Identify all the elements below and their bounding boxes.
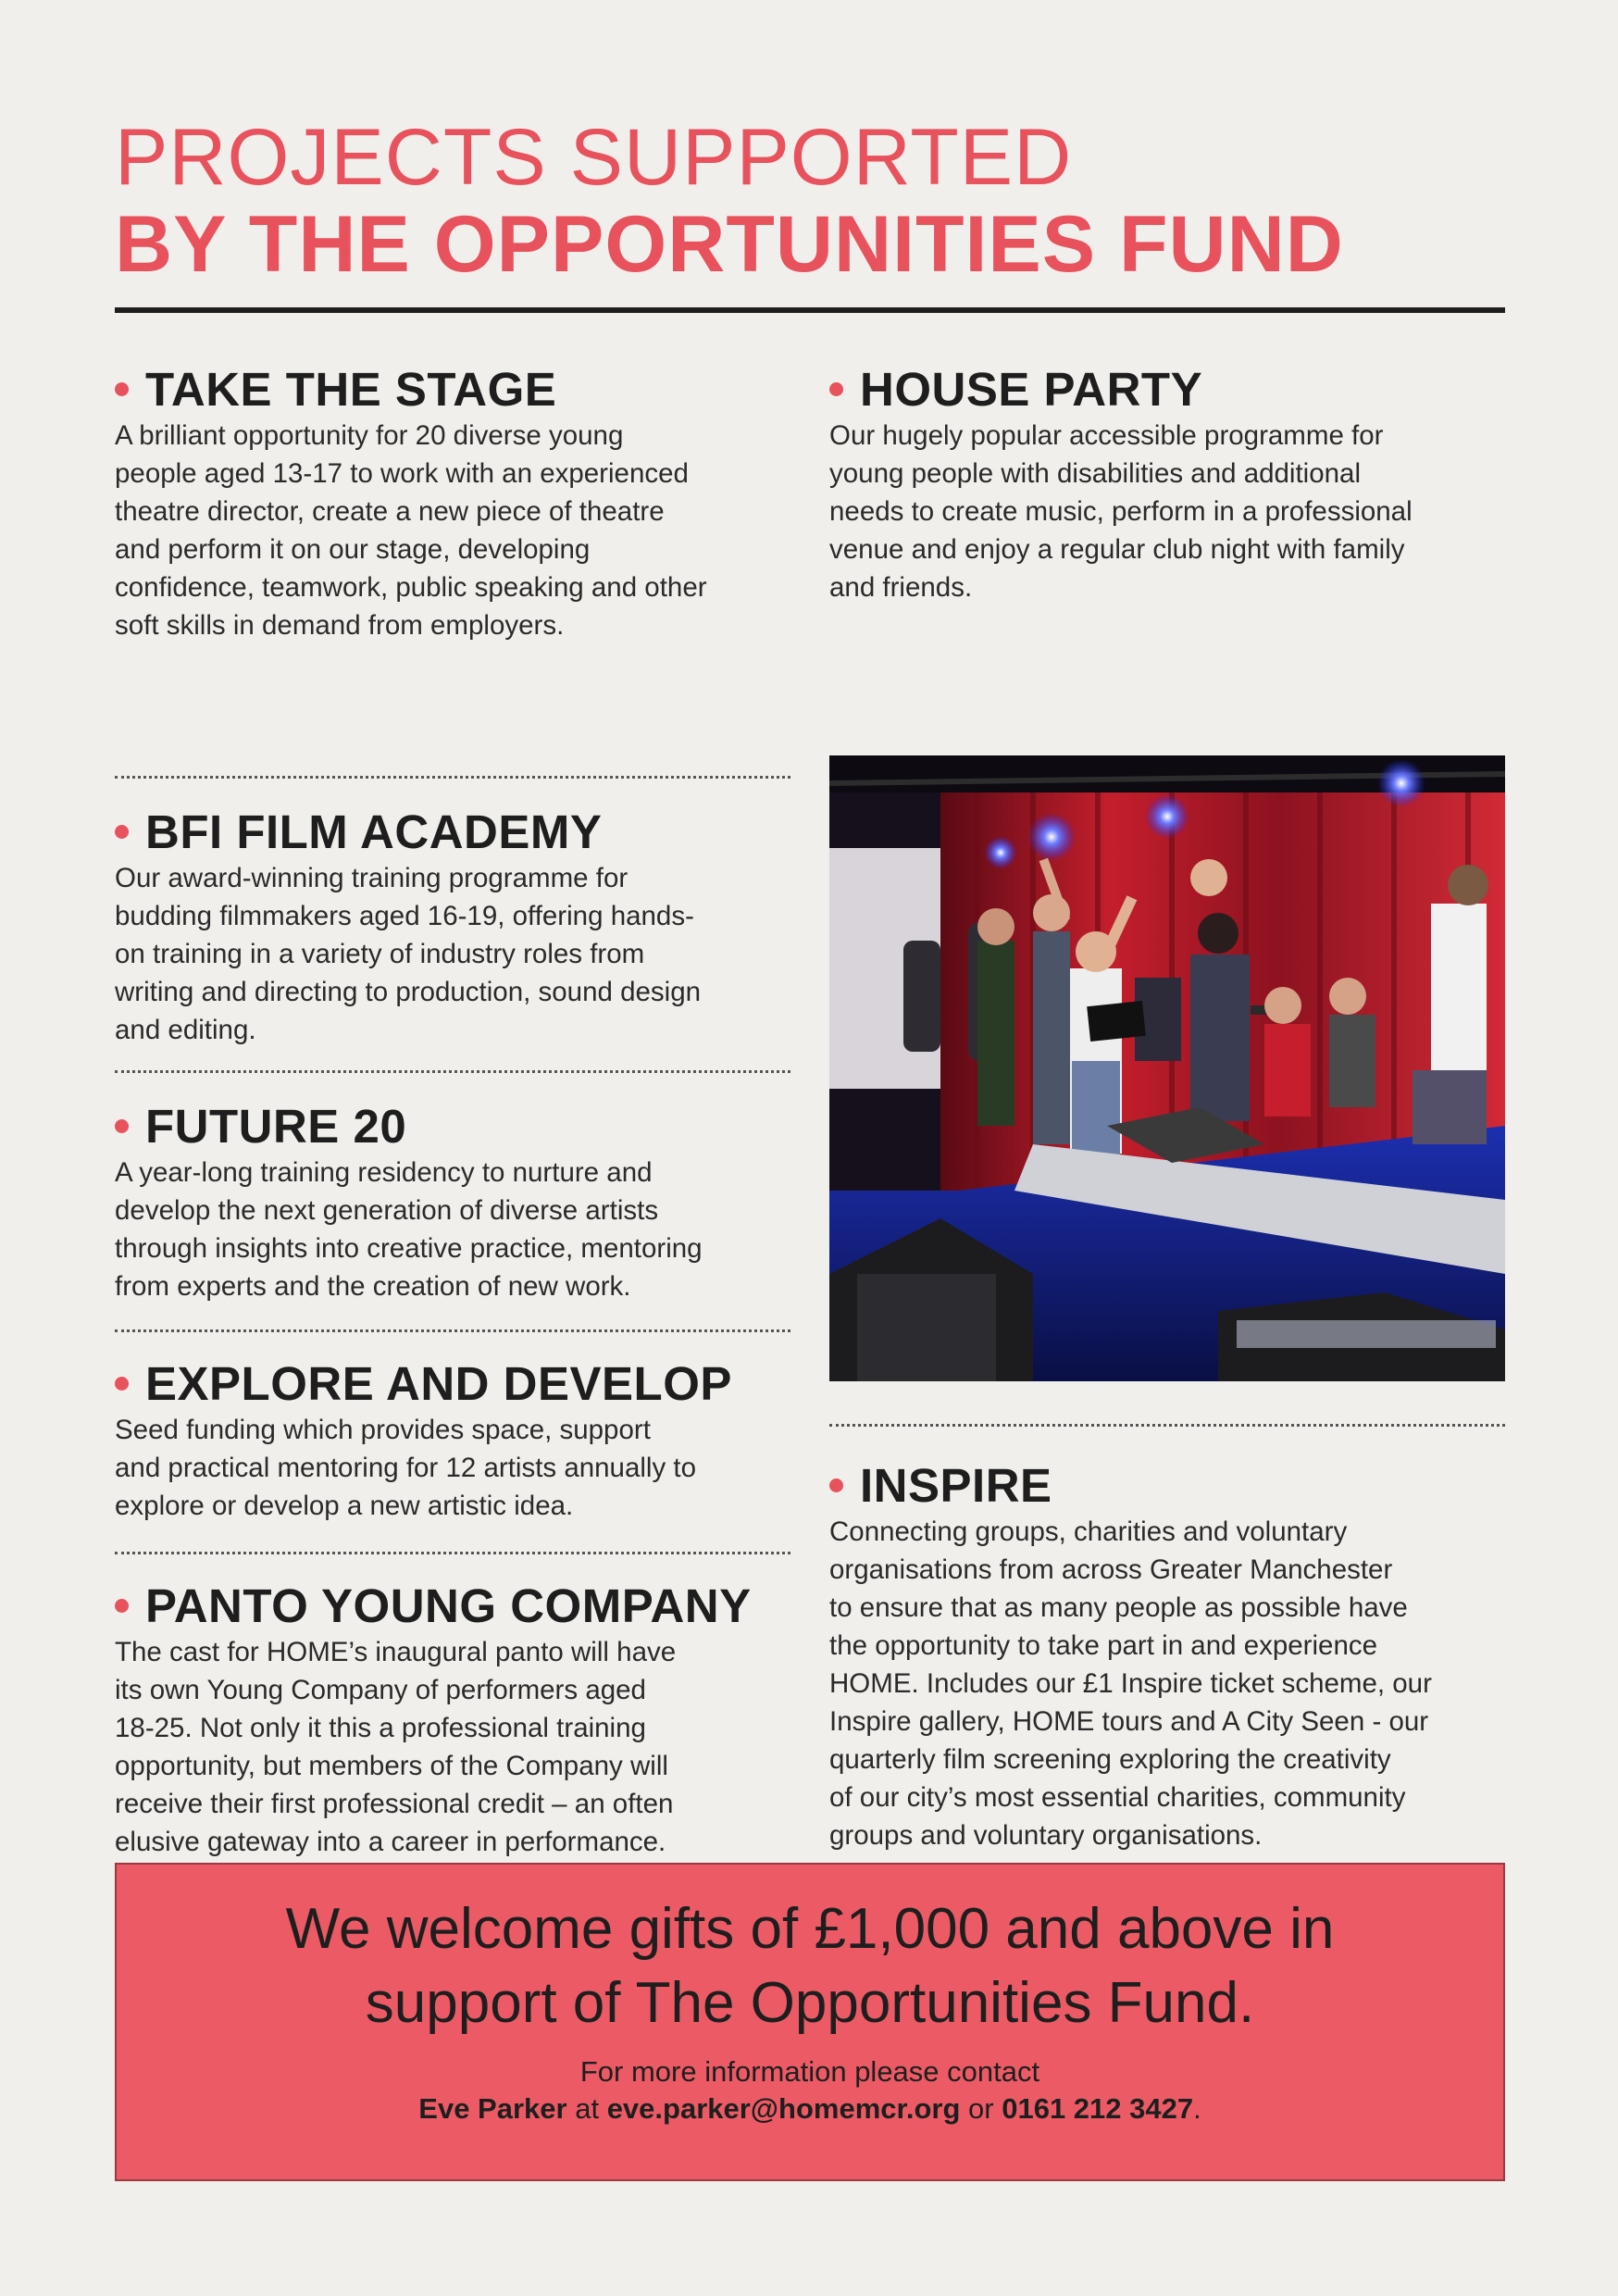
section-body — [115, 1633, 790, 1861]
body-line: Our award-winning training programme for — [115, 863, 629, 893]
body-line: to ensure that as many people as possible have — [829, 1592, 1408, 1623]
section-body — [829, 417, 1505, 606]
section-bfi-film-academy — [115, 804, 790, 1049]
body-line: quarterly film screening exploring the creativity — [829, 1744, 1391, 1775]
section-body — [115, 1411, 790, 1525]
body-line: budding filmmakers aged 16-19, offering hands- — [115, 901, 694, 931]
page-title-line2: BY THE OPPORTUNITIES FUND — [115, 200, 1344, 289]
body-line: venue and enjoy a regular club night with family — [829, 534, 1405, 565]
bullet-icon — [829, 1479, 843, 1492]
bullet-icon — [115, 1377, 129, 1391]
callout-line2: support of The Opportunities Fund. — [365, 1971, 1255, 2035]
contact-intro: For more information please contact — [579, 2055, 1040, 2088]
section-inspire — [829, 1457, 1505, 1854]
contact-end: . — [1193, 2092, 1201, 2125]
page — [115, 111, 1505, 2185]
body-line: Seed funding which provides space, support — [115, 1415, 651, 1445]
bullet-icon — [115, 1119, 129, 1133]
section-future-20 — [115, 1098, 790, 1305]
body-line: soft skills in demand from employers. — [115, 610, 565, 641]
body-line: its own Young Company of performers aged — [115, 1675, 646, 1705]
section-panto-young-company — [115, 1578, 790, 1861]
body-line: on training in a variety of industry roles from — [115, 939, 645, 969]
contact-at: at — [566, 2092, 607, 2125]
contact-or: or — [960, 2092, 1002, 2125]
body-line: and practical mentoring for 12 artists annually to — [115, 1453, 697, 1483]
title-rule — [115, 307, 1505, 313]
bullet-icon — [829, 382, 843, 396]
section-body — [829, 1513, 1505, 1854]
bullet-icon — [115, 382, 129, 396]
section-header — [115, 1355, 790, 1411]
dotted-divider — [115, 1552, 790, 1554]
body-line: elusive gateway into a career in performance. — [115, 1827, 666, 1857]
callout-line1: We welcome gifts of £1,000 and above in — [285, 1897, 1335, 1961]
section-body — [115, 417, 790, 644]
body-line: HOME. Includes our £1 Inspire ticket scheme, our — [829, 1668, 1432, 1699]
contact-details — [117, 2090, 1503, 2128]
section-header — [829, 1457, 1505, 1513]
body-line: confidence, teamwork, public speaking and other — [115, 572, 707, 603]
performance-photo — [829, 755, 1505, 1381]
body-line: receive their first professional credit – an often — [115, 1789, 674, 1819]
body-line: young people with disabilities and additional — [829, 458, 1362, 489]
section-heading: HOUSE PARTY — [860, 362, 1203, 416]
section-heading: TAKE THE STAGE — [145, 362, 557, 416]
body-line: the opportunity to take part in and experience — [829, 1630, 1378, 1661]
section-header — [115, 804, 790, 859]
body-line: writing and directing to production, sound design — [115, 977, 702, 1007]
body-line: needs to create music, perform in a professional — [829, 496, 1413, 527]
body-line: Connecting groups, charities and voluntary — [829, 1516, 1348, 1547]
body-line: Our hugely popular accessible programme for — [829, 420, 1384, 451]
body-line: develop the next generation of diverse artists — [115, 1195, 659, 1226]
body-line: groups and voluntary organisations. — [829, 1820, 1263, 1851]
body-line: of our city’s most essential charities, community — [829, 1782, 1406, 1813]
section-explore-and-develop — [115, 1355, 790, 1525]
body-line: and perform it on our stage, developing — [115, 534, 591, 565]
section-header — [115, 1578, 790, 1633]
contact-email-link[interactable]: eve.parker@homemcr.org — [606, 2092, 961, 2125]
section-heading: PANTO YOUNG COMPANY — [145, 1578, 752, 1632]
dotted-divider — [115, 1070, 790, 1073]
section-take-the-stage — [115, 361, 790, 644]
contact-phone[interactable]: 0161 212 3427 — [1002, 2092, 1194, 2125]
body-line: Inspire gallery, HOME tours and A City Seen - our — [829, 1706, 1429, 1737]
dotted-divider — [115, 776, 790, 779]
section-header — [115, 361, 790, 417]
section-header — [829, 361, 1505, 417]
bullet-icon — [115, 825, 129, 839]
body-line: The cast for HOME’s inaugural panto will have — [115, 1637, 677, 1667]
body-line: and friends. — [829, 572, 973, 603]
section-body — [115, 859, 790, 1049]
section-heading: INSPIRE — [860, 1458, 1052, 1512]
page-title-line1: PROJECTS SUPPORTED — [115, 113, 1073, 202]
section-heading: EXPLORE AND DEVELOP — [145, 1356, 732, 1410]
body-line: explore or develop a new artistic idea. — [115, 1491, 574, 1521]
bullet-icon — [115, 1599, 129, 1613]
donation-callout — [115, 1863, 1505, 2181]
body-line: opportunity, but members of the Company will — [115, 1751, 668, 1781]
body-line: people aged 13-17 to work with an experienced — [115, 458, 689, 489]
body-line: A year-long training residency to nurture and — [115, 1157, 653, 1188]
body-line: A brilliant opportunity for 20 diverse young — [115, 420, 624, 451]
photo-illustration — [829, 755, 1505, 1381]
body-line: from experts and the creation of new work. — [115, 1271, 631, 1302]
section-house-party — [829, 361, 1505, 606]
section-body — [115, 1154, 790, 1305]
body-line: and editing. — [115, 1015, 256, 1045]
section-heading: FUTURE 20 — [145, 1099, 407, 1153]
section-heading: BFI FILM ACADEMY — [145, 805, 603, 858]
contact-name: Eve Parker — [418, 2092, 567, 2125]
dotted-divider — [829, 1424, 1505, 1427]
dotted-divider — [115, 1329, 790, 1332]
section-header — [115, 1098, 790, 1154]
body-line: organisations from across Greater Manchester — [829, 1554, 1393, 1585]
body-line: 18-25. Not only it this a professional training — [115, 1713, 646, 1743]
body-line: through insights into creative practice, mentoring — [115, 1233, 703, 1264]
body-line: theatre director, create a new piece of theatre — [115, 496, 665, 527]
